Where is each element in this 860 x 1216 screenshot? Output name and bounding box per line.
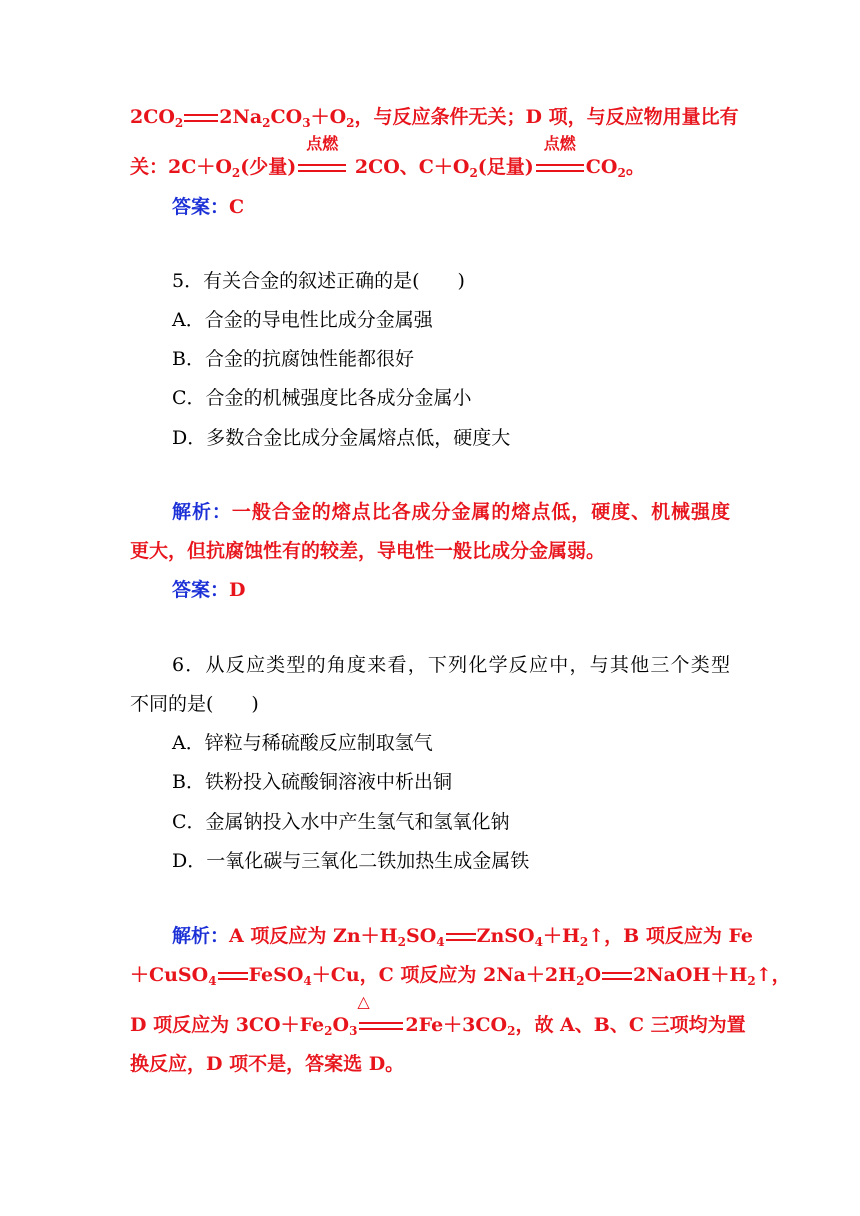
answer-label: 答案： bbox=[172, 196, 230, 218]
q5-option-c: C．合金的机械强度比各成分金属小 bbox=[172, 387, 472, 409]
q6-option-c: C．金属钠投入水中产生氢气和氢氧化钠 bbox=[172, 811, 510, 833]
equals-sign bbox=[218, 972, 248, 980]
equals-sign bbox=[446, 933, 476, 941]
answer-label: 答案： bbox=[172, 579, 230, 601]
equals-sign bbox=[602, 972, 632, 980]
reaction-condition-heat bbox=[357, 992, 405, 1040]
q5-analysis-line-2: 更大，但抗腐蚀性有的较差，导电性一般比成分金属弱。 bbox=[130, 540, 606, 562]
prev-analysis-line-2: 关：$2C+O_2$(少量) 点燃 2CO、$C+O_2$(足量) 点燃 $CO_2$。 bbox=[130, 134, 645, 180]
q5-stem: 5．有关合金的叙述正确的是( ) bbox=[172, 270, 465, 292]
prev-analysis-line-1: $2CO_2$ $2Na_2CO_3+O_2$，与反应条件无关；D 项，与反应物用量比有 bbox=[130, 106, 739, 130]
q6-analysis-line-1: 解析：A 项反应为 $Zn+H_2SO_4$ $ZnSO_4+H_2↑$，B 项反应为 Fe bbox=[172, 925, 754, 949]
q5-analysis-line-1: 解析：一般合金的熔点比各成分金属的熔点低，硬度、机械强度 bbox=[172, 501, 730, 523]
heat-triangle-icon: △ bbox=[357, 992, 370, 1011]
answer-value: D bbox=[229, 579, 246, 601]
q6-stem-line-2: 不同的是( ) bbox=[130, 693, 259, 715]
q5-option-d: D．多数合金比成分金属熔点低，硬度大 bbox=[172, 427, 511, 449]
q5-option-a: A．合金的导电性比成分金属强 bbox=[172, 309, 433, 331]
equals-sign bbox=[184, 114, 218, 122]
reaction-condition-ignite-1: 点燃 bbox=[296, 152, 348, 182]
q6-analysis-line-3: D 项反应为 $3CO+Fe_2O_3$ △ $2Fe+3CO_2$，故 A、B、C 三项均为置 bbox=[130, 992, 746, 1038]
q6-analysis-line-4: 换反应，D 项不是，答案选 D。 bbox=[130, 1053, 405, 1075]
q6-analysis-line-2: ＋CuSO$_4$ FeSO$_4$＋Cu，C 项反应为 $2Na+2H_2O$ $2NaOH+H_2↑$， bbox=[130, 964, 791, 988]
prev-answer bbox=[172, 192, 244, 222]
reaction-condition-ignite-2: 点燃 bbox=[534, 152, 586, 182]
analysis-label: 解析： bbox=[172, 925, 230, 947]
q5-answer bbox=[172, 575, 246, 605]
q6-option-a: A．锌粒与稀硫酸反应制取氢气 bbox=[172, 732, 433, 754]
q6-option-d: D．一氧化碳与三氧化二铁加热生成金属铁 bbox=[172, 850, 530, 872]
q6-stem-line-1: 6．从反应类型的角度来看，下列化学反应中，与其他三个类型 bbox=[172, 654, 730, 676]
q5-option-b: B．合金的抗腐蚀性能都很好 bbox=[172, 348, 414, 370]
analysis-label: 解析： bbox=[172, 501, 232, 523]
q6-option-b: B．铁粉投入硫酸铜溶液中析出铜 bbox=[172, 771, 452, 793]
answer-value: C bbox=[229, 196, 245, 218]
